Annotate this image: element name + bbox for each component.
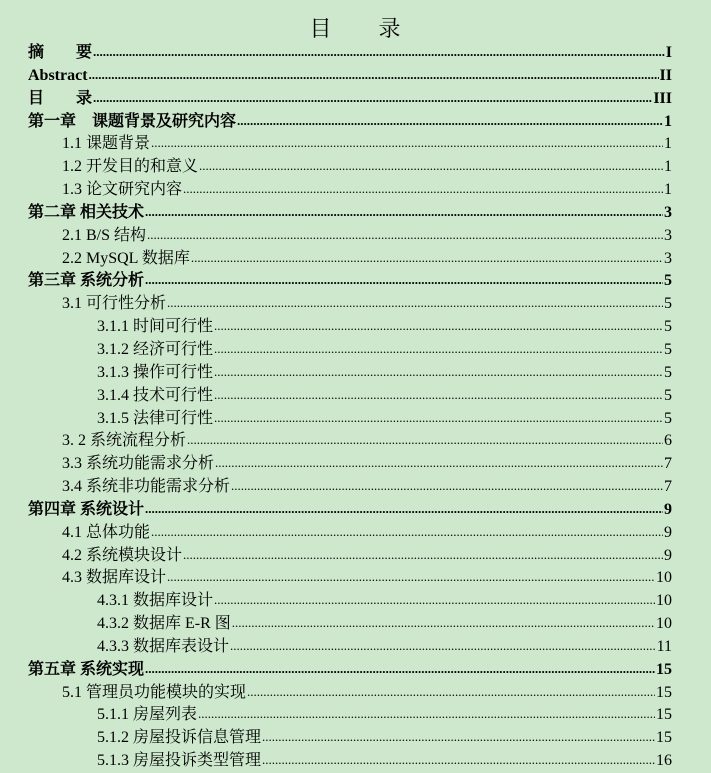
toc-entry-page: 9 [664, 546, 672, 564]
toc-entry-leader [214, 315, 663, 338]
toc-entry-leader [231, 475, 663, 498]
toc-entry-leader [230, 635, 656, 658]
toc-entry-label: 4.3.1 数据库设计 [97, 592, 214, 610]
toc-entry-page: 3 [664, 226, 672, 244]
toc-entry[interactable] [28, 727, 672, 750]
toc-entry[interactable] [28, 567, 672, 590]
toc-entry-page: 5 [664, 272, 672, 290]
toc-entry-label: 5.1.3 房屋投诉类型管理 [97, 752, 262, 770]
toc-entry-page: 1 [664, 135, 672, 153]
toc-entry-label: 目 录 [28, 89, 93, 107]
toc-entry[interactable] [28, 42, 672, 65]
toc-entry-page: 5 [664, 340, 672, 358]
toc-entry[interactable] [28, 88, 672, 111]
toc-entry[interactable] [28, 590, 672, 613]
toc-entry-label: 1.3 论文研究内容 [62, 181, 183, 199]
toc-entry-label: 3.1.1 时间可行性 [97, 318, 214, 336]
toc-entry-leader [215, 452, 663, 475]
toc-entry[interactable] [28, 453, 672, 476]
toc-entry-leader [214, 589, 655, 612]
toc-entry-label: 2.2 MySQL 数据库 [62, 249, 190, 267]
toc-entry-leader [93, 41, 665, 64]
toc-entry[interactable] [28, 248, 672, 271]
toc-entry-page: I [665, 44, 672, 61]
toc-entry-label: 第四章 系统设计 [28, 500, 145, 518]
toc-entry[interactable] [28, 476, 672, 499]
toc-entry-page: 15 [656, 729, 672, 747]
toc-entry[interactable] [28, 522, 672, 545]
toc-entry[interactable] [28, 133, 672, 156]
toc-entry[interactable] [28, 385, 672, 408]
toc-entry-label: 3.1.5 法律可行性 [97, 409, 214, 427]
toc-entry-leader [89, 64, 659, 87]
toc-entry-label: 3.1 可行性分析 [62, 295, 167, 313]
toc-entry-label: 第五章 系统实现 [28, 660, 145, 678]
toc-entry-leader [214, 384, 663, 407]
toc-entry-leader [151, 132, 663, 155]
toc-entry-leader [232, 612, 655, 635]
toc-entry-leader [247, 681, 655, 704]
toc-entry-page: 7 [664, 455, 672, 473]
toc-entry-page: 3 [664, 203, 672, 221]
toc-entry[interactable] [28, 316, 672, 339]
toc-entry[interactable] [28, 682, 672, 705]
toc-entry-page: 1 [664, 112, 672, 130]
toc-entry-label: 5.1.2 房屋投诉信息管理 [97, 729, 262, 747]
toc-entry[interactable] [28, 156, 672, 179]
toc-entry-page: 1 [664, 181, 672, 199]
toc-entry-label: 3.1.2 经济可行性 [97, 340, 214, 358]
toc-entry[interactable] [28, 179, 672, 202]
toc-entry-page: 5 [664, 363, 672, 381]
toc-entry-page: 15 [656, 660, 672, 678]
toc-entry-leader [198, 703, 655, 726]
toc-entry-leader [145, 269, 663, 292]
toc-entry-label: 3.4 系统非功能需求分析 [62, 478, 231, 496]
toc-entry-leader [167, 292, 663, 315]
toc-entry-page: 6 [664, 432, 672, 450]
toc-entry[interactable] [28, 704, 672, 727]
toc-entry[interactable] [28, 636, 672, 659]
toc-entry-label: 5.1 管理员功能模块的实现 [62, 683, 247, 701]
toc-entry-label: 摘 要 [28, 44, 93, 61]
toc-entry-page: 16 [656, 752, 672, 770]
toc-entry-label: 2.1 B/S 结构 [62, 226, 147, 244]
toc-entry-leader [214, 338, 663, 361]
toc-entry-page: II [659, 66, 672, 84]
toc-entry-page: 10 [656, 569, 672, 587]
toc-entry-label: 3. 2 系统流程分析 [62, 432, 187, 450]
toc-entry-label: 第三章 系统分析 [28, 272, 145, 290]
toc-entry-label: Abstract [28, 66, 88, 84]
toc-entry[interactable] [28, 270, 672, 293]
toc-entry-page: 10 [656, 615, 672, 633]
toc-entry-leader [145, 658, 655, 681]
toc-entry-page: 5 [664, 318, 672, 336]
toc-entry[interactable] [28, 499, 672, 522]
toc-entry-page: 9 [664, 500, 672, 518]
toc-entry-label: 第二章 相关技术 [28, 203, 145, 221]
toc-entry[interactable] [28, 225, 672, 248]
toc-entry[interactable] [28, 750, 672, 773]
toc-entry-page: 15 [656, 683, 672, 701]
toc-entry-label: 4.3 数据库设计 [62, 569, 167, 587]
toc-entry-leader [214, 407, 663, 430]
toc-entry-page: 1 [664, 158, 672, 176]
toc-entry[interactable] [28, 408, 672, 431]
toc-entry-leader [199, 155, 663, 178]
toc-entry-leader [191, 247, 663, 270]
toc-entry[interactable] [28, 659, 672, 682]
toc-entry-leader [167, 566, 655, 589]
toc-entry-label: 4.1 总体功能 [62, 523, 151, 541]
toc-entry-leader [145, 498, 663, 521]
toc-entry[interactable] [28, 613, 672, 636]
toc-entry-page: 7 [664, 478, 672, 496]
toc-entry-page: 5 [664, 386, 672, 404]
toc-entry-leader [183, 178, 663, 201]
toc-entry[interactable] [28, 293, 672, 316]
toc-entry-label: 第一章 课题背景及研究内容 [28, 112, 237, 130]
toc-entry[interactable] [28, 202, 672, 225]
toc-entry-leader [151, 521, 663, 544]
toc-entry-label: 3.1.3 操作可行性 [97, 363, 214, 381]
toc-entry[interactable] [28, 362, 672, 385]
toc-entry-leader [214, 361, 663, 384]
toc-entry-page: 10 [656, 592, 672, 610]
toc-entry-leader [93, 87, 652, 110]
toc-entry-page: 15 [656, 706, 672, 724]
toc-entry-label: 4.3.3 数据库表设计 [97, 637, 230, 655]
toc-entry-leader [187, 429, 663, 452]
toc-title: 目 录 [309, 16, 402, 41]
toc-entry[interactable] [28, 339, 672, 362]
toc-entry[interactable] [28, 430, 672, 453]
toc-entry-label: 1.1 课题背景 [62, 135, 151, 153]
toc-entry-leader [262, 726, 655, 749]
toc-entry-page: 11 [656, 637, 672, 655]
toc-entry-page: 9 [664, 523, 672, 541]
toc-entry[interactable] [28, 111, 672, 134]
toc-entry-label: 4.2 系统模块设计 [62, 546, 183, 564]
toc-entry-label: 3.3 系统功能需求分析 [62, 455, 215, 473]
toc-entry-leader [147, 224, 663, 247]
toc-entry[interactable] [28, 545, 672, 568]
toc-entry-label: 5.1.1 房屋列表 [97, 706, 198, 724]
toc-entry-page: 3 [664, 249, 672, 267]
toc-entry-leader [145, 201, 663, 224]
toc-entry-page: 5 [664, 409, 672, 427]
toc-entry-leader [237, 110, 663, 133]
toc-entry-label: 3.1.4 技术可行性 [97, 386, 214, 404]
toc-entry-page: III [653, 89, 672, 107]
toc-entry[interactable] [28, 65, 672, 88]
toc-entry-leader [183, 544, 663, 567]
toc-list [28, 42, 672, 773]
toc-entry-label: 4.3.2 数据库 E-R 图 [97, 615, 231, 633]
toc-entry-label: 1.2 开发目的和意义 [62, 158, 199, 176]
toc-entry-page: 5 [664, 295, 672, 313]
